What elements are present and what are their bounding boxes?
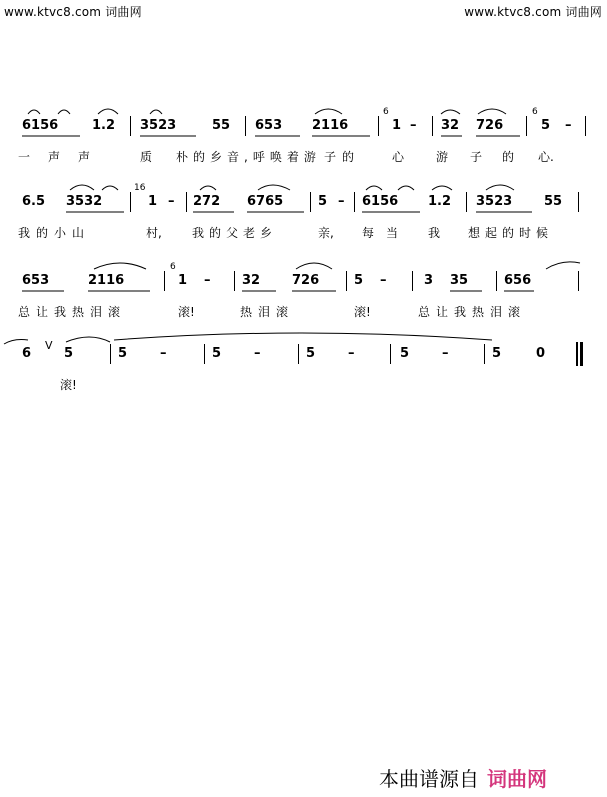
note-group: – [204, 273, 211, 288]
grace-note: 6 [383, 107, 389, 117]
lyric: 游 [436, 150, 449, 164]
note-group: 5 [64, 346, 74, 361]
lyric: 亲, [318, 226, 334, 240]
site-url-left: www.ktvc8.com 词曲网 [4, 5, 142, 19]
bar-line [354, 192, 355, 212]
lyric: 子的 [324, 150, 361, 164]
note-group: 1.2 [92, 118, 116, 133]
note-group: 3523 [476, 194, 513, 209]
bar-line [378, 116, 379, 136]
note-group: – [254, 346, 261, 361]
note-group: 5 [212, 346, 222, 361]
note-group: 0 [536, 346, 546, 361]
notation-line [0, 183, 607, 222]
note-group: 3532 [66, 194, 103, 209]
bar-line [110, 344, 111, 364]
final-bar-thick [580, 342, 583, 366]
bar-line [578, 192, 579, 212]
note-group: 2116 [88, 273, 125, 288]
note-group: 5 [541, 118, 551, 133]
bar-line [130, 116, 131, 136]
note-group: 1 [148, 194, 158, 209]
note-group: 653 [255, 118, 283, 133]
score-line-2 [0, 183, 607, 244]
note-group: 1 [392, 118, 402, 133]
note-group: – [160, 346, 167, 361]
note-group: 726 [476, 118, 504, 133]
lyric: 我 [428, 226, 441, 240]
note-group: – [168, 194, 175, 209]
note-group: 1 [178, 273, 188, 288]
lyrics-line [0, 376, 607, 394]
note-group: 272 [193, 194, 221, 209]
note-group: 32 [242, 273, 261, 288]
note-group: 6765 [247, 194, 284, 209]
bar-line [412, 271, 413, 291]
notation-line [0, 339, 607, 374]
note-group: 6156 [362, 194, 399, 209]
note-group: 5 [354, 273, 364, 288]
bar-line [204, 344, 205, 364]
lyric: 的 [502, 150, 515, 164]
bar-line [578, 271, 579, 291]
note-group: 5 [318, 194, 328, 209]
lyric: 滚! [60, 378, 77, 392]
lyric: 我的父老乡 [192, 226, 278, 240]
score-line-1 [0, 107, 607, 168]
note-group: 6.5 [22, 194, 46, 209]
note-group: – [338, 194, 345, 209]
note-group: 3523 [140, 118, 177, 133]
site-url-right: www.ktvc8.com 词曲网 [464, 5, 602, 19]
footer-text: 本曲谱源自 [379, 767, 479, 791]
score-line-3 [0, 262, 607, 323]
note-group: 1.2 [428, 194, 452, 209]
note-group: 5 [400, 346, 410, 361]
source-footer [379, 763, 547, 792]
bar-line [432, 116, 433, 136]
note-group: 5 [492, 346, 502, 361]
lyric: 心. [538, 150, 554, 164]
lyric: 滚! [178, 305, 195, 319]
bar-line [245, 116, 246, 136]
lyrics-line [0, 148, 607, 166]
lyric: 声 [48, 150, 61, 164]
lyric: 村, [146, 226, 162, 240]
lyric: 总让我热泪滚 [18, 305, 127, 319]
grace-note: 16 [134, 183, 146, 193]
lyrics-line [0, 224, 607, 242]
notation-line [0, 262, 607, 301]
bar-line [164, 271, 165, 291]
note-group: 55 [544, 194, 563, 209]
score-line-4 [0, 339, 607, 396]
lyric: 一 [18, 150, 31, 164]
note-group: 6 [22, 346, 32, 361]
note-group: 5 [306, 346, 316, 361]
note-group: 656 [504, 273, 532, 288]
lyric: 想起的时候 [468, 226, 554, 240]
grace-note: 6 [532, 107, 538, 117]
lyric: 质 [140, 150, 153, 164]
note-group: – [380, 273, 387, 288]
bar-line [234, 271, 235, 291]
note-group: 726 [292, 273, 320, 288]
note-group: 55 [212, 118, 231, 133]
site-logo: 词曲网 [487, 767, 547, 791]
grace-note: 6 [170, 262, 176, 272]
bar-line [484, 344, 485, 364]
breath-mark: V [45, 339, 53, 352]
lyric: 声 [78, 150, 91, 164]
lyric: 朴的乡音,呼唤着游 [176, 150, 321, 164]
bar-line [186, 192, 187, 212]
bar-line [346, 271, 347, 291]
bar-line [310, 192, 311, 212]
bar-line [390, 344, 391, 364]
bar-line [526, 116, 527, 136]
bar-line [466, 192, 467, 212]
note-group: – [348, 346, 355, 361]
lyric: 总让我热泪滚 [418, 305, 527, 319]
lyric: 子 [470, 150, 483, 164]
lyric: 心 [392, 150, 405, 164]
final-bar-thin [576, 342, 578, 366]
bar-line [298, 344, 299, 364]
lyrics-line [0, 303, 607, 321]
note-group: – [442, 346, 449, 361]
note-group: 2116 [312, 118, 349, 133]
note-group: 35 [450, 273, 469, 288]
bar-line [585, 116, 586, 136]
bar-line [496, 271, 497, 291]
lyric: 我的小山 [18, 226, 91, 240]
note-group: 5 [118, 346, 128, 361]
note-group: 6156 [22, 118, 59, 133]
note-group: 653 [22, 273, 50, 288]
lyric: 滚! [354, 305, 371, 319]
lyric: 每当 [362, 226, 411, 240]
slur-marks [0, 346, 607, 376]
notation-line [0, 107, 607, 146]
note-group: – [565, 118, 572, 133]
note-group: 3 [424, 273, 434, 288]
bar-line [130, 192, 131, 212]
lyric: 热泪滚 [240, 305, 295, 319]
note-group: – [410, 118, 417, 133]
note-group: 32 [441, 118, 460, 133]
